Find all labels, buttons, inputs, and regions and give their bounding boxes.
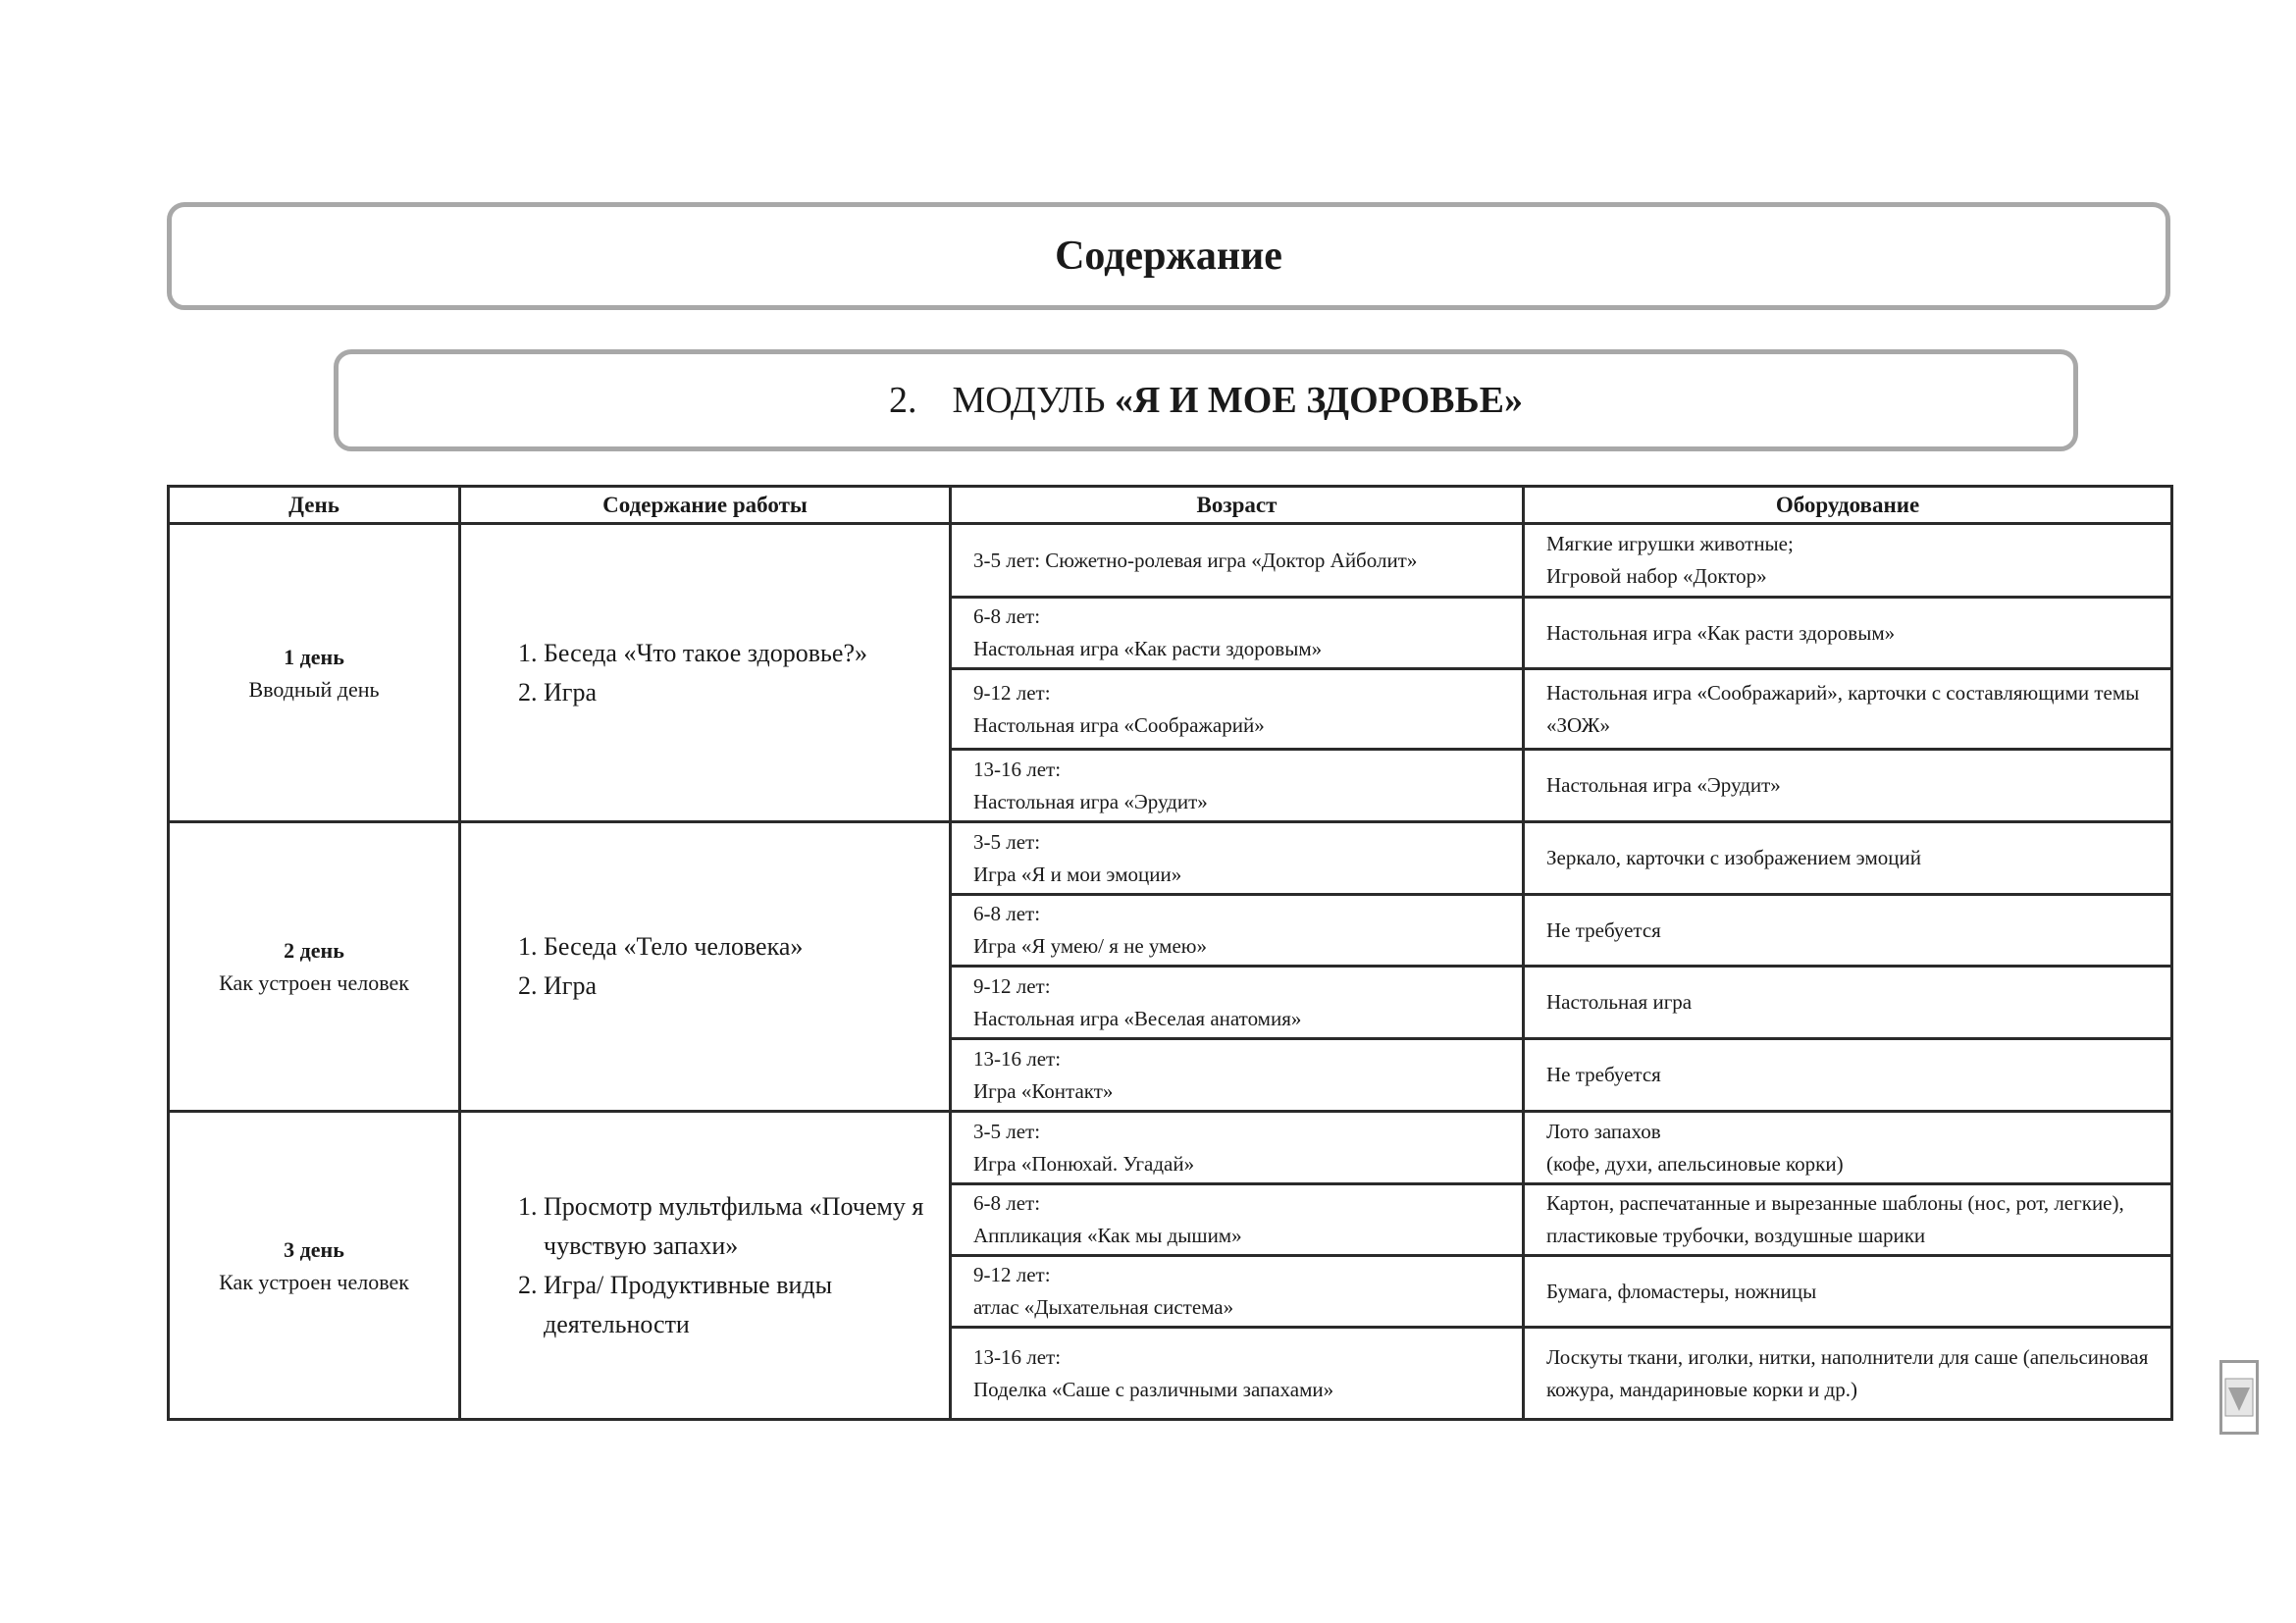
equipment-line: Настольная игра «Соображарий», карточки с составляющими темы «ЗОЖ» <box>1546 680 2140 737</box>
work-item: 2. Игра/ Продуктивные виды деятельности <box>544 1266 945 1344</box>
age-line: Игра «Контакт» <box>973 1078 1114 1103</box>
age-line: Настольная игра «Соображарий» <box>973 712 1265 737</box>
age-cell <box>951 895 1524 967</box>
equipment-line: Не требуется <box>1546 1063 1661 1086</box>
equipment-cell <box>1524 967 2172 1039</box>
day-cell <box>169 524 460 822</box>
age-cell <box>951 1328 1524 1420</box>
equipment-line: Бумага, фломастеры, ножницы <box>1546 1279 1817 1303</box>
equipment-line: (кофе, духи, апельсиновые корки) <box>1546 1151 1844 1176</box>
age-cell <box>951 1256 1524 1328</box>
column-header-age: Возраст <box>951 487 1524 524</box>
equipment-line: Настольная игра <box>1546 990 1693 1014</box>
age-line: Игра «Понюхай. Угадай» <box>973 1151 1195 1176</box>
age-line: Аппликация «Как мы дышим» <box>973 1224 1242 1247</box>
equipment-cell <box>1524 1184 2172 1256</box>
equipment-line: Игровой набор «Доктор» <box>1546 564 1767 588</box>
age-cell <box>951 750 1524 822</box>
age-cell <box>951 967 1524 1039</box>
equipment-cell <box>1524 822 2172 895</box>
age-line: 9-12 лет: <box>973 1263 1051 1286</box>
table-row <box>169 524 2172 598</box>
age-line: 6-8 лет: <box>973 604 1041 628</box>
module-number: 2. <box>888 380 917 421</box>
table-header-row <box>169 487 2172 524</box>
column-header-work: Содержание работы <box>460 487 951 524</box>
equipment-cell <box>1524 1328 2172 1420</box>
equipment-cell <box>1524 669 2172 750</box>
age-cell <box>951 524 1524 598</box>
age-line: 3-5 лет: Сюжетно-ролевая игра «Доктор Айболит» <box>973 548 1418 572</box>
age-line: Настольная игра «Как расти здоровым» <box>973 637 1323 660</box>
day-subtitle: Вводный день <box>248 676 380 702</box>
day-number: 2 день <box>284 938 344 963</box>
work-item: 1. Беседа «Что такое здоровье?» <box>544 634 945 673</box>
equipment-cell <box>1524 895 2172 967</box>
work-cell <box>460 524 951 822</box>
column-header-equipment: Оборудование <box>1524 487 2172 524</box>
age-line: Поделка «Саше с различными запахами» <box>973 1377 1334 1401</box>
age-line: 13-16 лет: <box>973 757 1062 781</box>
age-line: 6-8 лет: <box>973 1191 1041 1215</box>
header-box <box>167 202 2170 310</box>
age-line: Настольная игра «Эрудит» <box>973 789 1208 813</box>
age-cell <box>951 1184 1524 1256</box>
day-number: 1 день <box>284 644 344 669</box>
age-line: 3-5 лет: <box>973 829 1041 854</box>
day-subtitle: Как устроен человек <box>219 1269 409 1294</box>
page-title: Содержание <box>1055 234 1282 279</box>
work-cell <box>460 822 951 1112</box>
work-cell <box>460 1112 951 1420</box>
equipment-cell <box>1524 750 2172 822</box>
age-cell <box>951 1112 1524 1184</box>
work-item: 2. Игра <box>544 967 945 1006</box>
equipment-line: Зеркало, карточки с изображением эмоций <box>1546 846 1921 869</box>
age-cell <box>951 822 1524 895</box>
age-line: Игра «Я умею/ я не умею» <box>973 934 1207 958</box>
day-subtitle: Как устроен человек <box>219 970 409 995</box>
equipment-line: Лото запахов <box>1546 1119 1661 1143</box>
triangle-down-icon <box>2224 1378 2254 1417</box>
column-header-day: День <box>169 487 460 524</box>
age-cell <box>951 598 1524 669</box>
module-prefix: МОДУЛЬ <box>952 380 1106 421</box>
age-cell <box>951 669 1524 750</box>
page-down-indicator <box>2219 1360 2259 1435</box>
age-line: Игра «Я и мои эмоции» <box>973 862 1182 886</box>
equipment-cell <box>1524 598 2172 669</box>
table-row <box>169 1112 2172 1184</box>
module-name: «Я И МОЕ ЗДОРОВЬЕ» <box>1114 380 1523 421</box>
equipment-line: Картон, распечатанные и вырезанные шаблоны (нос, рот, легкие), пластиковые трубочки, воздушные шарики <box>1546 1191 2124 1247</box>
equipment-cell <box>1524 1256 2172 1328</box>
schedule-table <box>167 485 2173 1421</box>
age-line: 6-8 лет: <box>973 902 1041 925</box>
work-item: 1. Беседа «Тело человека» <box>544 927 945 967</box>
equipment-line: Настольная игра «Как расти здоровым» <box>1546 620 1896 645</box>
age-line: атлас «Дыхательная система» <box>973 1295 1234 1319</box>
equipment-line: Мягкие игрушки животные; <box>1546 532 1794 555</box>
work-item: 2. Игра <box>544 673 945 712</box>
equipment-cell <box>1524 1039 2172 1112</box>
equipment-cell <box>1524 1112 2172 1184</box>
age-line: 13-16 лет: <box>973 1046 1062 1071</box>
work-item: 1. Просмотр мультфильма «Почему я чувствую запахи» <box>544 1187 945 1266</box>
table-row <box>169 822 2172 895</box>
day-cell <box>169 1112 460 1420</box>
age-cell <box>951 1039 1524 1112</box>
equipment-line: Лоскуты ткани, иголки, нитки, наполнители для саше (апельсиновая кожура, мандариновые корки и др.) <box>1546 1344 2149 1401</box>
equipment-line: Настольная игра «Эрудит» <box>1546 773 1781 797</box>
age-line: Настольная игра «Веселая анатомия» <box>973 1006 1302 1030</box>
age-line: 3-5 лет: <box>973 1119 1041 1143</box>
age-line: 9-12 лет: <box>973 680 1051 705</box>
module-box <box>334 349 2078 451</box>
age-line: 13-16 лет: <box>973 1344 1062 1369</box>
equipment-line: Не требуется <box>1546 917 1661 942</box>
day-cell <box>169 822 460 1112</box>
age-line: 9-12 лет: <box>973 973 1051 998</box>
equipment-cell <box>1524 524 2172 598</box>
day-number: 3 день <box>284 1236 344 1262</box>
